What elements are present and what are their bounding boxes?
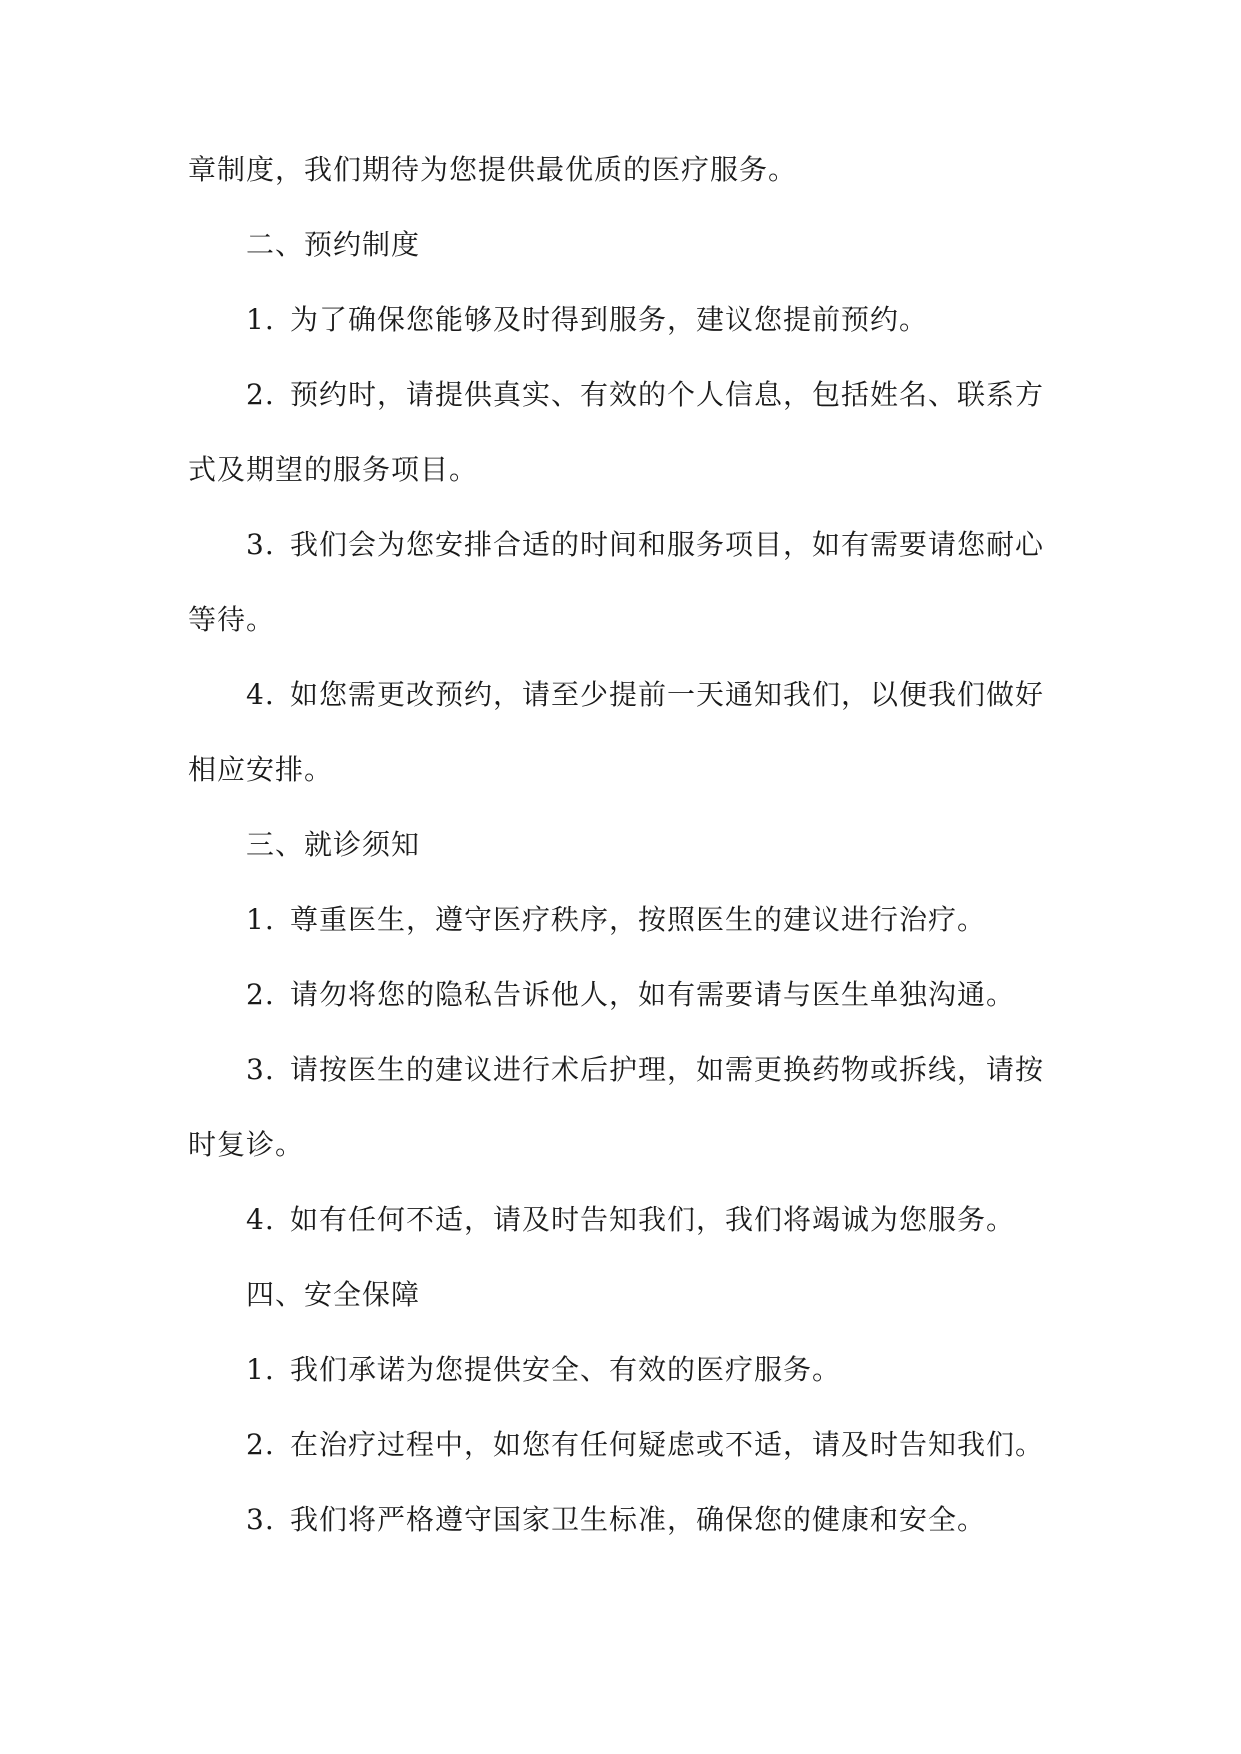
item-number: 1. — [246, 303, 275, 336]
list-item-continuation — [188, 452, 1058, 488]
section-heading-safety — [246, 1277, 1116, 1313]
heading-text: 四、安全保障 — [246, 1278, 421, 1311]
list-item — [246, 1502, 1116, 1538]
item-text: 时复诊。 — [188, 1128, 305, 1161]
list-item — [246, 1202, 1116, 1238]
item-text: 如有任何不适，请及时告知我们，我们将竭诚为您服务。 — [290, 1203, 1016, 1236]
list-item — [246, 1427, 1116, 1463]
list-item — [246, 977, 1116, 1013]
list-item — [246, 527, 1058, 563]
list-item — [246, 1352, 1116, 1388]
paragraph-line — [188, 152, 1058, 188]
item-text: 我们承诺为您提供安全、有效的医疗服务。 — [290, 1353, 842, 1386]
list-item-continuation — [188, 752, 1058, 788]
list-item-continuation — [188, 602, 1058, 638]
list-item — [246, 677, 1058, 713]
item-text: 相应安排。 — [188, 753, 334, 786]
item-text: 为了确保您能够及时得到服务，建议您提前预约。 — [290, 303, 929, 336]
item-number: 2. — [246, 1428, 275, 1461]
item-number: 4. — [246, 1203, 275, 1236]
list-item — [246, 902, 1116, 938]
item-number: 3. — [246, 528, 275, 561]
item-text: 等待。 — [188, 603, 276, 636]
item-text: 预约时，请提供真实、有效的个人信息，包括姓名、联系方 — [290, 378, 1045, 411]
item-text: 请勿将您的隐私告诉他人，如有需要请与医生单独沟通。 — [290, 978, 1016, 1011]
item-text: 我们将严格遵守国家卫生标准，确保您的健康和安全。 — [290, 1503, 987, 1536]
item-text: 式及期望的服务项目。 — [188, 453, 479, 486]
item-number: 3. — [246, 1053, 275, 1086]
item-text: 请按医生的建议进行术后护理，如需更换药物或拆线，请按 — [290, 1053, 1045, 1086]
text: 章制度，我们期待为您提供最优质的医疗服务。 — [188, 153, 798, 186]
item-text: 我们会为您安排合适的时间和服务项目，如有需要请您耐心 — [290, 528, 1045, 561]
list-item — [246, 377, 1058, 413]
section-heading-appointment — [246, 227, 1116, 263]
heading-text: 二、预约制度 — [246, 228, 421, 261]
item-number: 4. — [246, 678, 275, 711]
section-heading-visit-notice — [246, 827, 1116, 863]
item-text: 如您需更改预约，请至少提前一天通知我们，以便我们做好 — [290, 678, 1045, 711]
list-item — [246, 1052, 1058, 1088]
item-number: 2. — [246, 978, 275, 1011]
item-number: 2. — [246, 378, 275, 411]
list-item-continuation — [188, 1127, 1058, 1163]
item-number: 1. — [246, 903, 275, 936]
item-number: 3. — [246, 1503, 275, 1536]
item-number: 1. — [246, 1353, 275, 1386]
item-text: 尊重医生，遵守医疗秩序，按照医生的建议进行治疗。 — [290, 903, 987, 936]
heading-text: 三、就诊须知 — [246, 828, 421, 861]
item-text: 在治疗过程中，如您有任何疑虑或不适，请及时告知我们。 — [290, 1428, 1045, 1461]
list-item — [246, 302, 1116, 338]
